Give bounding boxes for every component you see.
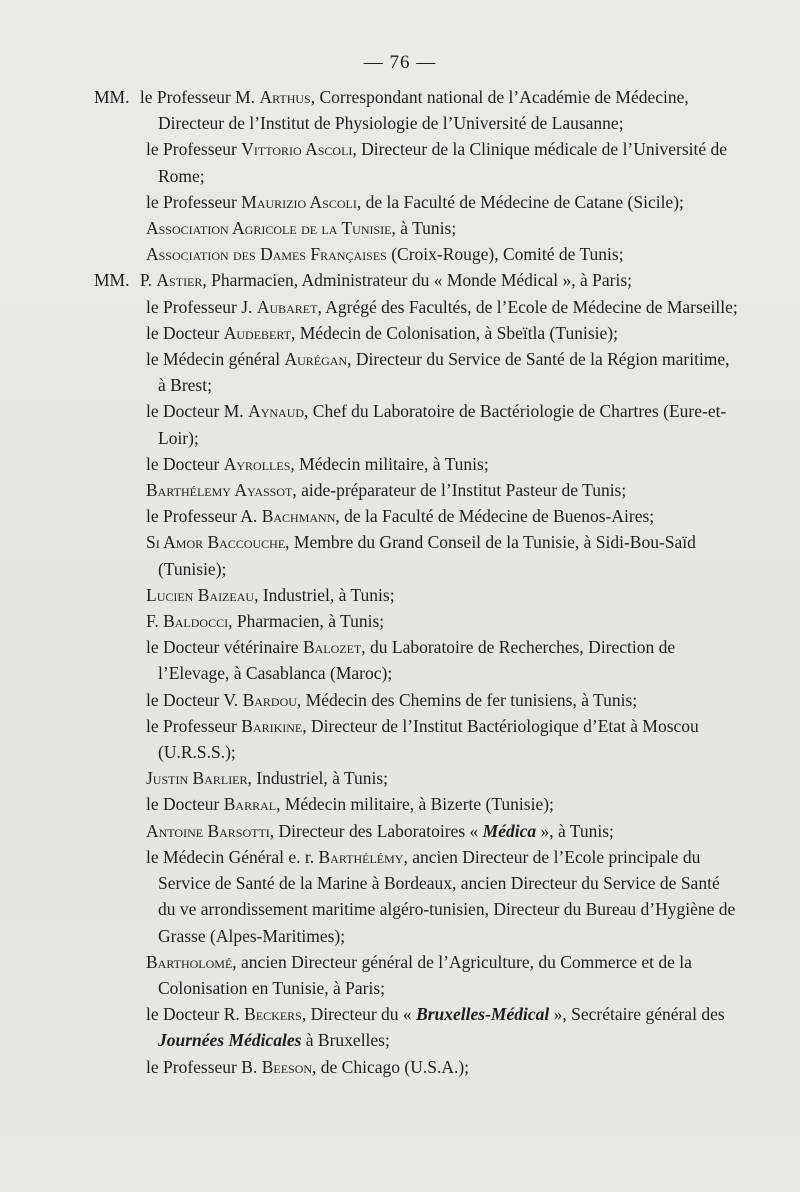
entry-name: Astier	[156, 270, 203, 291]
entry-name: Antoine Barsotti	[146, 820, 270, 841]
entry-rest: , de la Faculté de Médecine de Catane (Sicile);	[356, 191, 684, 212]
entry-rest: à Bruxelles;	[301, 1030, 390, 1051]
entry-name: Si Amor Baccouche	[146, 532, 286, 553]
list-entry	[0, 791, 800, 817]
list-entry	[0, 1054, 800, 1080]
list-entry	[0, 1001, 800, 1053]
list-entry	[0, 634, 800, 686]
list-entry	[0, 503, 800, 529]
entry-rest: , Médecin militaire, à Tunis;	[290, 453, 489, 474]
entry-rest: , Pharmacien, Administrateur du « Monde Médical », à Paris;	[202, 270, 633, 291]
entry-pre: le Professeur J.	[146, 296, 253, 317]
entry-rest: , ancien Directeur général de l’Agriculture, du Commerce et de la Colonisation en Tunisie, à Paris;	[158, 951, 692, 998]
list-entry	[0, 713, 800, 765]
list-entry	[0, 451, 800, 477]
entry-pre: le Professeur M.	[139, 87, 256, 107]
entry-rest: , à Tunis;	[391, 218, 457, 239]
entry-name: Balozet	[302, 637, 362, 658]
entry-pre: le Professeur	[146, 715, 237, 736]
list-entry	[0, 844, 800, 949]
list-entry	[0, 582, 800, 608]
entry-name: Lucien Baizeau	[146, 584, 255, 605]
list-entry	[0, 294, 800, 320]
entry-rest: , Directeur du «	[301, 1004, 417, 1025]
list-entry	[0, 529, 800, 581]
entry-name: Justin Barlier	[146, 768, 248, 789]
list-entry	[0, 241, 800, 267]
entry-name: Maurizio Ascoli	[241, 191, 357, 212]
entry-rest: , Directeur de la Clinique médicale de l’Université de Rome;	[158, 139, 728, 186]
page-number: — 76 —	[363, 52, 437, 73]
list-entry	[0, 398, 800, 450]
entry-pre: le Médecin Général e. r.	[146, 846, 315, 867]
entry-name: Aubaret	[256, 296, 318, 317]
entry-name: Bartholomé	[146, 951, 233, 972]
entry-rest: , de la Faculté de Médecine de Buenos-Aires;	[335, 506, 655, 527]
entry-name: Beeson	[261, 1056, 313, 1077]
list-entry	[0, 949, 800, 1001]
entry-pre: le Docteur V.	[146, 689, 239, 710]
list-entry	[0, 687, 800, 713]
entry-name: Barthélemy Ayassot	[146, 480, 293, 501]
list-entry	[0, 346, 800, 398]
entry-rest: », Secrétaire général des	[549, 1004, 725, 1025]
entry-prefix: MM.	[94, 270, 130, 291]
entry-name: Association Agricole de la Tunisie	[146, 218, 392, 239]
list-entry	[0, 136, 800, 188]
subscriber-list	[0, 84, 800, 1080]
entry-rest: , Directeur du Service de Santé de la Région maritime, à Brest;	[158, 349, 730, 396]
entry-rest: , Médecin des Chemins de fer tunisiens, à Tunis;	[296, 689, 638, 710]
list-entry	[0, 267, 800, 293]
entry-rest: , Membre du Grand Conseil de la Tunisie, à Sidi-Bou-Saïd (Tunisie);	[158, 532, 696, 579]
entry-pre: le Professeur B.	[146, 1056, 258, 1077]
entry-pre: le Docteur vétérinaire	[146, 637, 299, 658]
entry-name: Aurégan	[284, 349, 348, 370]
list-entry	[0, 320, 800, 346]
entry-rest: , Industriel, à Tunis;	[247, 768, 389, 789]
entry-pre: le Médecin général	[146, 349, 281, 370]
entry-name: Barral	[223, 794, 277, 815]
entry-pre: le Docteur R.	[146, 1004, 240, 1025]
entry-rest: , Médecin de Colonisation, à Sbeïtla (Tunisie);	[291, 322, 618, 343]
list-entry	[0, 818, 800, 844]
entry-pre: le Professeur A.	[146, 506, 258, 527]
entry-rest: , Médecin militaire, à Bizerte (Tunisie);	[276, 794, 554, 815]
entry-name: Arthus	[259, 87, 311, 107]
entry-name: Barikine	[241, 715, 303, 736]
entry-pre: le Professeur	[146, 139, 237, 160]
list-entry	[0, 84, 800, 136]
list-entry	[0, 608, 800, 634]
entry-name: Audebert	[223, 322, 291, 343]
entry-rest: », à Tunis;	[536, 820, 614, 841]
entry-pre: F.	[146, 611, 159, 632]
list-entry	[0, 765, 800, 791]
entry-name: Baldocci	[163, 611, 229, 632]
entry-rest: , Pharmacien, à Tunis;	[228, 611, 385, 632]
entry-rest: , Correspondant national de l’Académie de Médecine, Directeur de l’Institut de Physiologie de l’Université de Lausanne;	[158, 87, 689, 134]
entry-rest: , ancien Directeur de l’Ecole principale du Service de Santé de la Marine à Bordeaux, ancien Directeur du Service de Santé du ve arrondissement maritime algéro-tunisien, Directeur du Bureau d’Hygiène de Grasse (Alpes-Maritimes);	[158, 846, 736, 946]
entry-pre: le Docteur M.	[146, 401, 244, 422]
entry-name: Bardou	[242, 689, 297, 710]
entry-pre: le Professeur	[146, 191, 237, 212]
entry-name: Association des Dames Françaises	[146, 244, 387, 265]
entry-ital: Bruxelles-Médical	[416, 1004, 550, 1025]
entry-name: Ayrolles	[223, 453, 291, 474]
entry-name: Bachmann	[261, 506, 336, 527]
entry-name: Aynaud	[248, 401, 305, 422]
entry-pre: le Docteur	[146, 322, 220, 343]
entry-ital: Journées Médicales	[158, 1030, 302, 1051]
entry-pre: le Docteur	[146, 794, 220, 815]
entry-rest: , Chef du Laboratoire de Bactériologie de Chartres (Eure-et-Loir);	[158, 401, 727, 448]
entry-pre: P.	[139, 270, 153, 291]
entry-name: Barthélémy	[318, 846, 404, 867]
list-entry	[0, 189, 800, 215]
entry-rest: , aide-préparateur de l’Institut Pasteur de Tunis;	[292, 480, 627, 501]
list-entry	[0, 215, 800, 241]
entry-rest: , du Laboratoire de Recherches, Direction de l’Elevage, à Casablanca (Maroc);	[158, 637, 676, 684]
entry-pre: le Docteur	[146, 453, 220, 474]
entry-name: Vittorio Ascoli	[241, 139, 353, 160]
entry-rest: (Croix-Rouge), Comité de Tunis;	[386, 244, 624, 265]
entry-name: Beckers	[244, 1004, 302, 1025]
entry-rest: , Industriel, à Tunis;	[254, 584, 395, 605]
entry-prefix: MM.	[94, 87, 130, 107]
entry-ital: Médica	[482, 820, 537, 841]
entry-rest: , Directeur des Laboratoires «	[269, 820, 483, 841]
entry-rest: , Directeur de l’Institut Bactériologique d’Etat à Moscou (U.R.S.S.);	[158, 715, 699, 763]
entry-rest: , de Chicago (U.S.A.);	[312, 1056, 470, 1077]
list-entry	[0, 477, 800, 503]
entry-rest: , Agrégé des Facultés, de l’Ecole de Médecine de Marseille;	[317, 296, 738, 317]
